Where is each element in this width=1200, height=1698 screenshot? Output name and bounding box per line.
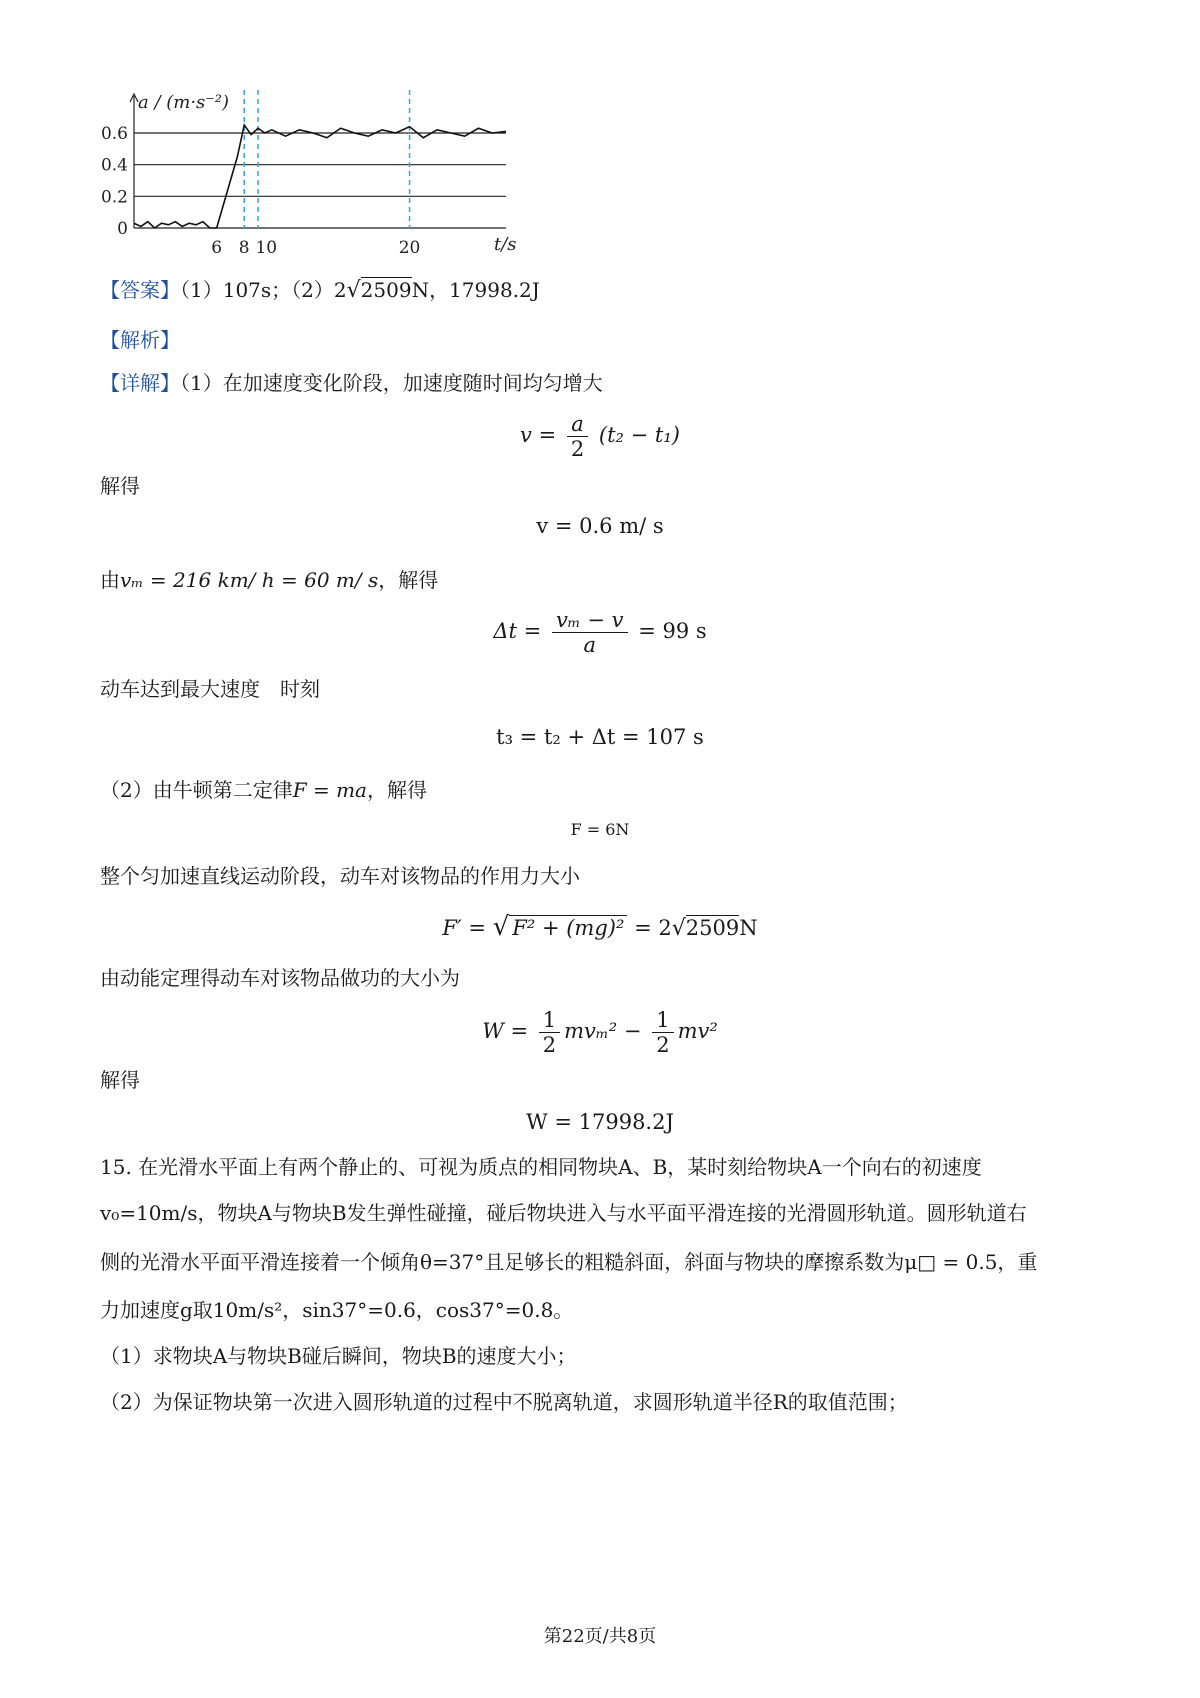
x-tick-label: 6 (211, 238, 223, 258)
analysis-tag: 【解析】 (100, 328, 180, 352)
question-1: （1）求物块A与物块B碰后瞬间，物块B的速度大小； (100, 1344, 577, 1368)
x-tick-label: 20 (398, 238, 421, 258)
newton-prefix: （2）由牛顿第二定律 (100, 778, 293, 802)
x-axis-label: t/s (494, 234, 517, 255)
eq7-fraction-1 (539, 1008, 560, 1057)
answer-unit: N (411, 278, 430, 302)
eq6-coef: = 2 (634, 916, 672, 940)
eq3-lhs: Δt = (493, 619, 542, 643)
solve-label-1: 解得 (100, 474, 140, 498)
answer-tag: 【答案】 (100, 278, 180, 302)
eq7-num-2: 1 (652, 1008, 673, 1033)
eq1-fraction (567, 412, 588, 461)
eq3-fraction (552, 608, 628, 657)
eq1-lhs: v = (520, 423, 557, 447)
eq3-rhs: = 99 s (638, 619, 707, 643)
data-series-line (134, 125, 506, 228)
eq6-lhs: F′ = (442, 916, 487, 940)
eq6-unit: N (739, 916, 758, 940)
x-tick-label: 10 (255, 238, 278, 258)
chart-svg (100, 90, 560, 290)
problem-15-line-2: v₀=10m/s，物块A与物块B发生弹性碰撞，碰后物块进入与水平面平滑连接的光滑圆形轨道。圆形轨道右 (100, 1201, 1027, 1225)
detail-line-1 (100, 369, 603, 397)
eq7-num-1: 1 (539, 1008, 560, 1033)
y-tick-label: 0 (117, 219, 128, 239)
force-line: 整个匀加速直线运动阶段，动车对该物品的作用力大小 (100, 864, 580, 888)
equation-2: v = 0.6 m/ s (536, 514, 664, 538)
eq7-term-2: mv² (677, 1019, 718, 1043)
acceleration-time-chart (100, 90, 560, 290)
y-tick-label: 0.6 (100, 124, 128, 144)
detail-text-1: （1）在加速度变化阶段，加速度随时间均匀增大 (180, 371, 603, 395)
answer-line: 【答案】（1）107s；（2）2√2509N，17998.2J (100, 278, 540, 303)
x-tick-label: 8 (238, 238, 250, 258)
answer-text-2: ，17998.2J (429, 278, 540, 302)
newton-suffix: ，解得 (366, 778, 427, 802)
equation-1 (0, 412, 1200, 461)
eq6-radicand: F² + (mg)² (509, 915, 627, 940)
vm-equation: vₘ = 216 km/ h = 60 m/ s (120, 568, 379, 592)
eq1-denominator: 2 (570, 437, 585, 461)
answer-text-1: （1）107s；（2） (180, 278, 334, 302)
y-tick-label: 0.4 (100, 155, 128, 176)
eq7-den-1: 2 (542, 1033, 557, 1057)
question-2: （2）为保证物块第一次进入圆形轨道的过程中不脱离轨道，求圆形轨道半径R的取值范围； (100, 1390, 908, 1414)
equation-8: W = 17998.2J (526, 1110, 674, 1134)
equation-5: F = 6N (570, 820, 630, 839)
work-line: 由动能定理得动车对该物品做功的大小为 (100, 966, 460, 990)
vm-suffix: ，解得 (378, 568, 439, 592)
equation-6: F′ = √ F² + (mg)² = 2√2509N (442, 912, 758, 942)
y-tick-label: 0.2 (100, 187, 128, 208)
answer-coef: 2 (333, 278, 347, 302)
vm-prefix: 由 (100, 568, 120, 592)
page-footer: 第22页/共8页 (543, 1626, 657, 1647)
newton-equation: F = ma (292, 778, 367, 802)
eq7-fraction-2 (652, 1008, 673, 1057)
eq6-rhs-radicand: 2509 (685, 916, 740, 940)
solve-label-2: 解得 (100, 1068, 140, 1092)
eq7-lhs: W = (482, 1019, 529, 1043)
problem-15-line-1: 15. 在光滑水平面上有两个静止的、可视为质点的相同物块A、B，某时刻给物块A一个向右的初速度 (100, 1155, 982, 1179)
eq1-numerator: a (567, 412, 588, 437)
vm-line (100, 566, 438, 594)
answer-radicand: 2509 (360, 278, 412, 302)
eq7-term-1: mvₘ² (564, 1019, 618, 1043)
eq7-den-2: 2 (656, 1033, 670, 1057)
equation-7 (0, 1008, 1200, 1057)
eq3-denominator: a (583, 633, 596, 657)
eq1-rhs: (t₂ − t₁) (598, 423, 680, 447)
problem-15-line-4: 力加速度g取10m/s²，sin37°=0.6，cos37°=0.8。 (100, 1298, 574, 1322)
detail-tag: 【详解】 (100, 371, 180, 395)
y-axis-label: a / (m·s⁻²) (138, 92, 230, 113)
eq3-numerator: vₘ − v (552, 608, 628, 633)
equation-3 (0, 608, 1200, 657)
problem-15-line-3: 侧的光滑水平面平滑连接着一个倾角θ=37°且足够长的粗糙斜面，斜面与物块的摩擦系数为μ□ = 0.5，重 (100, 1250, 1038, 1274)
eq7-minus: − (623, 1019, 642, 1043)
max-speed-line: 动车达到最大速度 时刻 (100, 677, 320, 701)
equation-4: t₃ = t₂ + Δt = 107 s (496, 725, 704, 749)
newton-line (100, 776, 427, 804)
